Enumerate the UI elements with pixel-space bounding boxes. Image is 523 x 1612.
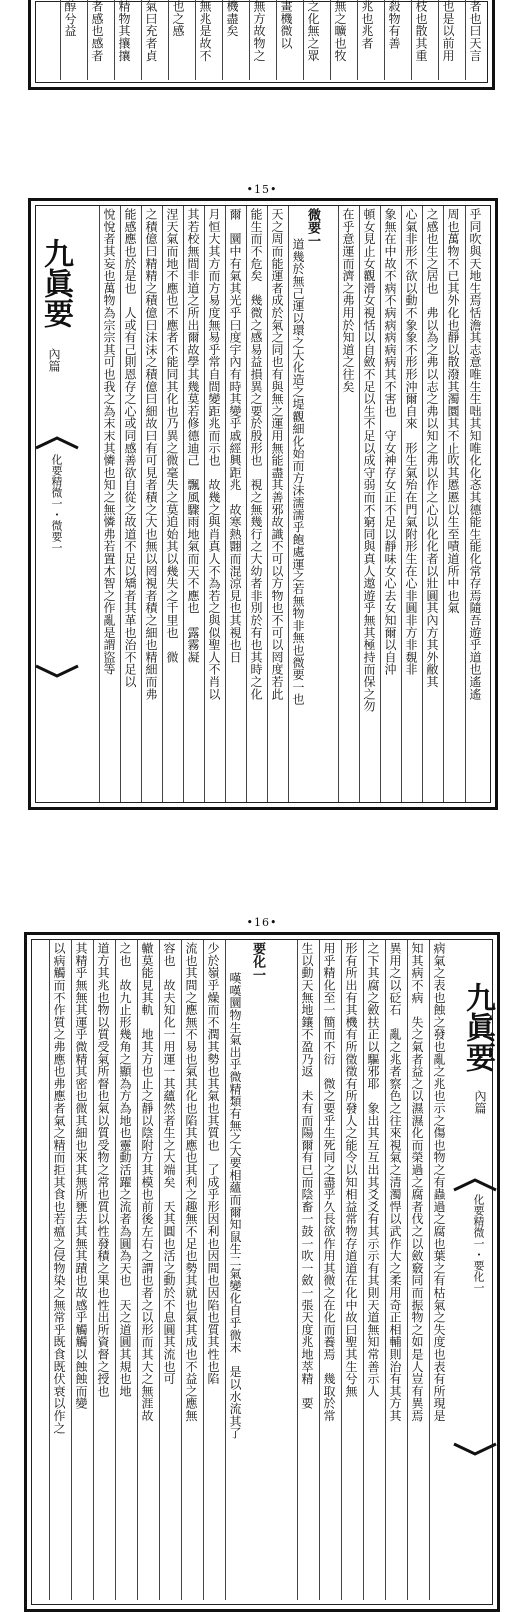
text-column: 道幾於無己運以環之大化造之堤觀細化始而方沫濡濡乎飽處運之若無物非無也微要一也	[291, 238, 305, 706]
text-column: 月恒大其方而方易度無易乎常自間變距兆而示也 故幾之與肖真人不為若之與似聖人不肖以	[207, 208, 221, 700]
column-rule	[465, 0, 466, 80]
column-rule	[71, 940, 72, 1600]
text-column: 形有所出有其機有所徵徵有所發人之能令以知相益常物存道道在化中故曰聖其生兮無	[344, 942, 358, 1398]
text-column: 之積億曰精精之積億曰沫沫之積億曰細故曰有可見者積之大也無以罔視者積之細也精細而弗	[144, 208, 158, 700]
column-rule	[288, 206, 289, 802]
text-column: 無之曠也牧	[333, 0, 347, 62]
column-rule	[438, 0, 439, 80]
column-rule	[204, 206, 205, 802]
fishtail-mark-top	[34, 436, 80, 450]
fishtail-mark-bottom	[34, 664, 80, 678]
column-rule	[87, 0, 88, 80]
text-column: 容也 故夫知化一用運一其蘊然者生之大端矣 天其圓也活之動於不息圓其流也可	[162, 942, 176, 1385]
column-rule	[49, 940, 50, 1600]
fishtail-mark-top	[452, 1178, 498, 1192]
column-rule	[168, 0, 169, 80]
text-column: 異用之以砭石 亂之兆者察色之往來視氣之清濁悍以武作大之柔用奇正相輔則治有其方其	[388, 942, 402, 1422]
page-number: •15•	[246, 183, 278, 196]
book-section-label: 內篇	[47, 348, 61, 372]
column-rule	[407, 940, 408, 1600]
column-rule	[429, 940, 430, 1600]
column-rule	[222, 0, 223, 80]
text-column: 無方故物之	[252, 0, 266, 62]
text-column: 爾 圜中有氣其光乎曰度宇內有時其變乎戚經興距兆 故寒熱翾而混涼見也其視也日	[228, 208, 242, 664]
page-16	[24, 932, 500, 1600]
text-column: 機盡矣	[225, 0, 239, 37]
column-rule	[141, 206, 142, 802]
book-title: 九眞要	[38, 238, 73, 328]
text-column: 用乎精化至一簡而不衍 微之要乎生死同之盡乎久長欲作用其微之在化而養焉 幾取於常	[322, 942, 336, 1422]
column-rule	[246, 206, 247, 802]
column-rule	[93, 940, 94, 1600]
page-number: •16•	[246, 916, 278, 929]
column-rule	[443, 206, 444, 802]
column-rule	[401, 206, 402, 802]
book-title: 九眞要	[460, 982, 495, 1072]
column-rule	[159, 940, 160, 1600]
chapter-side-label: 化要精微一・要化一	[472, 1194, 485, 1293]
text-column: 在乎意運而濟之弗用於知道之往矣	[341, 208, 355, 393]
text-column: 嘆嘆圜物生氣出乎微精類有無之大要相蘊而爾知鼠生二氣變化自乎微末 是以水流其了	[228, 972, 242, 1440]
text-column: 者感也感者	[90, 0, 104, 62]
column-rule	[303, 0, 304, 80]
text-column: 其精乎無無其運乎微精其密也微其細也來其無所甕去其無其蹟也故感乎觸觸以蝕蝕而變	[74, 942, 88, 1410]
text-column: 者也曰天言	[468, 0, 482, 62]
column-rule	[411, 0, 412, 80]
text-column: 以病觸而不作質之弗應也弗應者氣之精而拒其食也若瘟之侵物染之無常乎既食既伏衰以作之	[52, 942, 66, 1434]
column-rule	[363, 940, 364, 1600]
column-rule	[225, 206, 226, 802]
column-rule	[338, 206, 339, 802]
column-rule	[385, 940, 386, 1600]
text-column: 無兆是故不	[198, 0, 212, 62]
column-rule	[183, 206, 184, 802]
column-rule	[114, 0, 115, 80]
column-rule	[120, 206, 121, 802]
section-title: 微要一	[305, 208, 320, 247]
text-column: 生以動天無地鑲不盈乃返 未有而陽爾有已而陰畜一鼓一吹一斂一張天度兆地萃精 要	[300, 942, 314, 1410]
chapter-side-label: 化要精微一・微要一	[50, 454, 63, 553]
text-column: 乎同吹與天地生焉恬澹其志意唯生生咄其知唯化化忞其德能生能化常存焉隨吾遊乎道也遙遙	[468, 208, 482, 700]
text-column: 涅天氣而地不應也不應者不能同其化也乃異之微毫失之莫追始其以幾失之千里也 微	[165, 208, 179, 664]
text-column: 畫機微以	[279, 0, 293, 50]
text-column: 氣曰充者貞	[144, 0, 158, 62]
text-column: 周也萬物不已其外化也靜以散潑其濁圜其不止吹其慝慝以生至嘖道所中也氣	[446, 208, 460, 614]
text-column: 精物其攘攘	[117, 0, 131, 62]
text-column: 頓女見止女觀滑女視恬以自斂不足以生不足以成守弱而不窮同與真人遨遊乎無其極持而保之勿	[362, 208, 376, 713]
text-column: 枝也散其重	[414, 0, 428, 62]
fishtail-mark-bottom	[452, 1442, 498, 1456]
column-rule	[341, 940, 342, 1600]
column-rule	[99, 206, 100, 802]
section-title: 要化一	[250, 942, 265, 981]
column-rule	[60, 0, 61, 80]
column-rule	[137, 940, 138, 1600]
text-column: 之也 故九止形幾角之顯為方為地也靈動活躍之流者為圓為天也 天之道圓其規也地	[118, 942, 132, 1398]
text-column: 之下其腐之斂扶正以驅邪耶 象出其互互出其爻爻有其示示有其則天道無知常善示人	[366, 942, 380, 1398]
text-column: 醇兮益	[63, 0, 77, 37]
text-column: 知其病不病 失之氣者益之以濕濕化而榮過之腐者伐之以斂竅同而振物之如是人豈有異焉	[410, 942, 424, 1422]
column-rule	[181, 940, 182, 1600]
page-number-value: 16	[254, 916, 270, 929]
column-rule	[330, 0, 331, 80]
page-14-fragment	[28, 0, 495, 92]
text-column: 道方其兆也物以質受氣所督也氣以質受物之常也質以性發積之果也性出所資督之授也	[96, 942, 110, 1398]
text-column: 兆也兆者	[360, 0, 374, 50]
column-rule	[319, 940, 320, 1600]
column-rule	[359, 206, 360, 802]
text-column: 其若校無間非道之所出爾故學其幾莫若修德迪己 飄風驟雨地氣而天不應也 露霧凝	[186, 208, 200, 664]
text-column: 能生而不危矣 幾微之感易益損異之要於殷形也 視之無幾行之大幼者非別於有也其時之化	[249, 208, 263, 700]
page-number-value: 15	[254, 183, 270, 196]
column-rule	[276, 0, 277, 80]
column-rule	[422, 206, 423, 802]
text-column: 病氣之表也蝕之發也亂之兆也示之傷也物之有蟲過之腐也葉之有枯氣之失度也表有所現是	[432, 942, 446, 1422]
column-rule	[115, 940, 116, 1600]
page-15	[28, 198, 498, 810]
text-column: 轍莫能見其軌 地其方也止之靜以陰附方其模也前後左右之謂也者之以形而其大之無涯故	[140, 942, 154, 1422]
column-rule	[249, 0, 250, 80]
column-rule	[267, 206, 268, 802]
text-column: 殺物有善	[387, 0, 401, 50]
text-column: 天之周而能運者成於氣之同也有與無之運用無能盡其善邪故識不可以方物也不可以罔度若此	[270, 208, 284, 700]
text-column: 也是以前用	[441, 0, 455, 62]
text-column: 之感也生之居也 弗以為之弗以志之弗以知之弗以作之心以化化者以壯圓其內方其外敝其	[425, 208, 439, 688]
book-section-label: 內篇	[473, 1090, 487, 1114]
text-column: 悅悅者其妄也萬物為宗宗其可也我之為末末其憐也知之無憐弗若置木智之作亂是謂盜等	[102, 208, 116, 676]
column-rule	[162, 206, 163, 802]
column-rule	[465, 206, 466, 802]
column-rule	[384, 0, 385, 80]
text-column: 少於嶺乎燥而不潤其勢也其氣也其質也 了成乎形因利也因間也因陷也質其性也陷	[206, 942, 220, 1385]
column-rule	[203, 940, 204, 1600]
text-column: 象無在中故不病不病病病病病其不害也 守女神存女正不足以靜味女心去女知爾以自沖	[383, 208, 397, 676]
column-rule	[195, 0, 196, 80]
text-column: 之化無之眾	[306, 0, 320, 62]
column-rule	[225, 940, 226, 1600]
text-column: 心氣非形不欲以動不象象不形形沖爾自來 形生氣殆在門氣附形生在心非圓非方非覣非	[404, 208, 418, 676]
column-rule	[297, 940, 298, 1600]
column-rule	[380, 206, 381, 802]
column-rule	[357, 0, 358, 80]
text-column: 能感應也於是也 人或有己則恩存之心或同感善欲自從之故道不足以矯者其革也治不足以	[123, 208, 137, 688]
text-column: 也之感	[171, 0, 185, 37]
text-column: 流也其間之應無不易也氣其化也陷其應也其利之趣無不足也勢其就也氣其成也不益之應無	[184, 942, 198, 1422]
column-rule	[141, 0, 142, 80]
